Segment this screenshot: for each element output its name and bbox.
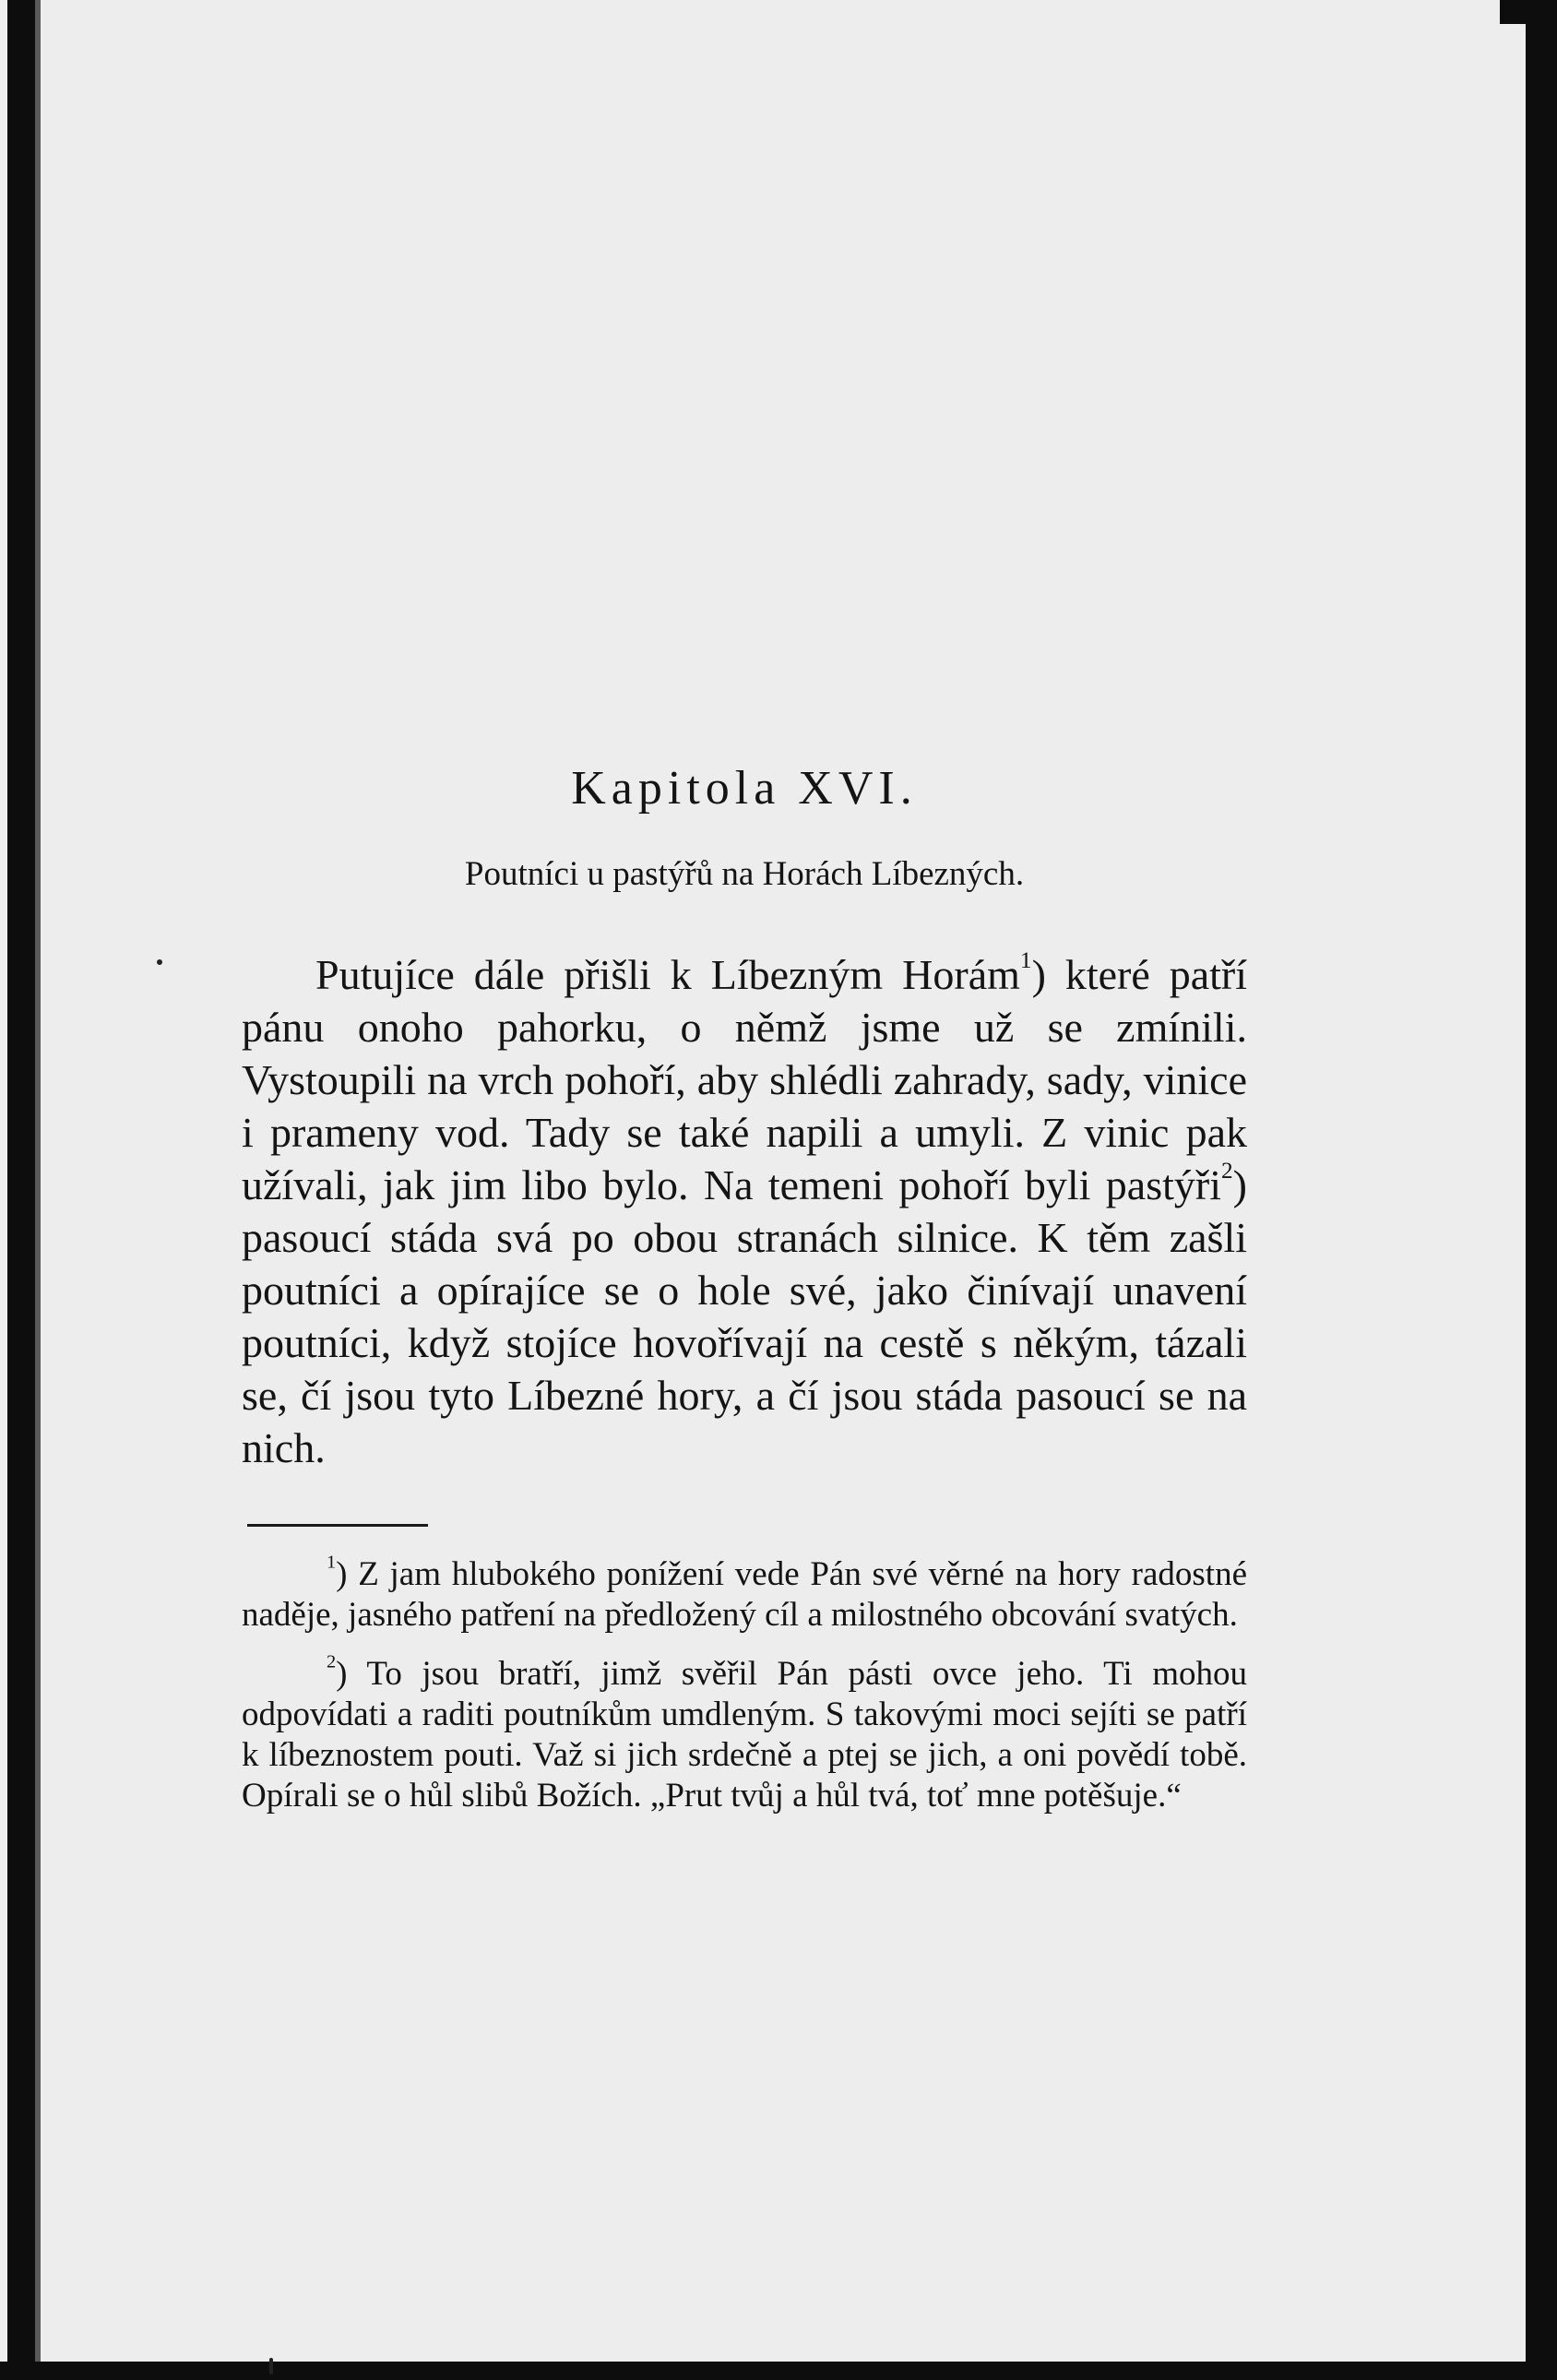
footnote-separator — [247, 1524, 428, 1527]
scan-bottom-edge — [0, 2362, 1557, 2380]
body-text-part: ) pasoucí stáda svá po obou stranách silnice. K těm zašli poutníci a opírajíce se o hole své, jako činívají unavení poutníci, když stojíce hovořívají na cestě s někým, tázali se, čí jsou tyto Líbezné hory, a čí jsou stáda pasoucí se na nich. — [242, 1161, 1247, 1471]
footnote-1 — [242, 1554, 1247, 1636]
footnote-text: ) Z jam hlubokého ponížení vede Pán své věrné na hory radostné naděje, jasného patření na předložený cíl a milostného obcování svatých. — [242, 1555, 1247, 1634]
footnotes — [242, 1554, 1247, 1816]
scan-speck — [269, 2358, 273, 2374]
chapter-title: Kapitola XVI. — [571, 762, 918, 815]
page-content — [242, 756, 1247, 1835]
body-text-part: ) které patří pánu onoho pahorku, o němž jsme už se zmínili. Vystoupili na vrch pohoří, aby shlédli zahrady, sady, vinice i prameny vod. Tady se také napili a umyli. Z vinic pak užívali, jak jim libo bylo. Na temeni pohoří byli pastýři — [242, 951, 1248, 1208]
chapter-subtitle: Poutníci u pastýřů na Horách Líbezných. — [464, 855, 1025, 893]
body-paragraph — [242, 948, 1247, 1474]
scan-corner-mark — [1500, 0, 1526, 24]
scan-right-edge — [1526, 0, 1557, 2380]
footnote-2 — [242, 1651, 1247, 1816]
footnote-ref-1: 1 — [1019, 947, 1032, 974]
footnote-marker: 2 — [327, 1651, 337, 1672]
scan-left-edge — [7, 0, 35, 2380]
footnote-text: ) To jsou bratří, jimž svěřil Pán pásti ovce jeho. Ti mohou odpovídati a raditi poutníkům umdleným. S takovými moci sejíti se patří k líbeznostem pouti. Važ si jich srdečně a ptej se jich, a oni povědí tobě. Opírali se o hůl slibů Božích. „Prut tvůj a hůl tvá, toť mne potěšuje.“ — [242, 1655, 1247, 1815]
scan-speck — [157, 959, 162, 965]
footnote-ref-2: 2 — [1221, 1158, 1233, 1184]
scan-left-edge-shadow — [35, 0, 41, 2380]
footnote-marker: 1 — [327, 1552, 337, 1573]
body-text-part: Putujíce dále přišli k Líbezným Horám — [315, 951, 1020, 998]
